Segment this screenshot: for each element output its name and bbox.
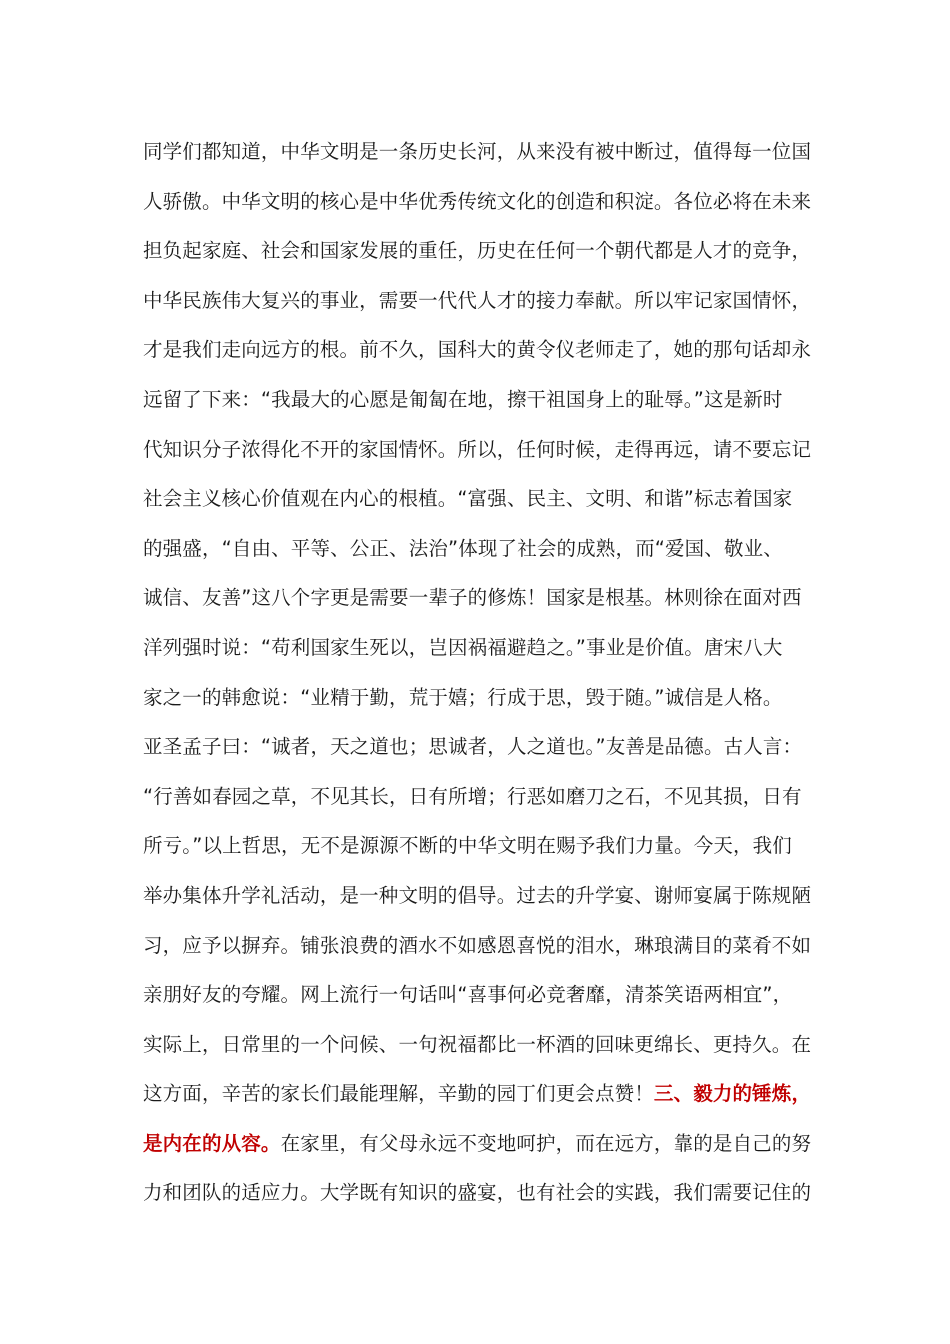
paragraph-text: 代知识分子浓得化不开的家国情怀。所以，任何时候，走得再远，请不要忘记 [143,437,812,461]
body-text [143,132,823,1223]
text-line [143,628,823,678]
paragraph-text: 举办集体升学礼活动，是一种文明的倡导。过去的升学宴、谢师宴属于陈规陋 [143,883,812,907]
paragraph-text: 家之一的韩愈说：“业精于勤，荒于嬉；行成于思，毁于随。”诚信是人格。 [143,685,783,709]
paragraph-text: 才是我们走向远方的根。前不久，国科大的黄令仪老师走了，她的那句话却永 [143,338,812,362]
text-line [143,132,823,182]
text-line [143,1025,823,1075]
paragraph-text: 亲朋好友的夸耀。网上流行一句话叫“喜事何必竞奢靡，清茶笑语两相宜”， [143,983,793,1007]
text-line [143,826,823,876]
paragraph-text: “行善如春园之草，不见其长，日有所增；行恶如磨刀之石，不见其损，日有 [143,784,802,808]
section-heading-text: 是内在的从容。 [143,1131,281,1155]
text-line [143,1074,823,1124]
text-line [143,876,823,926]
paragraph-text: 诚信、友善”这八个字更是需要一辈子的修炼！国家是根基。林则徐在面对西 [143,586,802,610]
paragraph-text: 力和团队的适应力。大学既有知识的盛宴，也有社会的实践，我们需要记住的 [143,1181,812,1205]
text-line [143,926,823,976]
text-line [143,1124,823,1174]
paragraph-text: 人骄傲。中华文明的核心是中华优秀传统文化的创造和积淀。各位必将在未来 [143,189,812,213]
text-line [143,578,823,628]
text-line [143,529,823,579]
paragraph-text: 所亏。”以上哲思，无不是源源不断的中华文明在赐予我们力量。今天，我们 [143,834,792,858]
paragraph-text: 远留了下来：“我最大的心愿是匍匐在地，擦干祖国身上的耻辱。”这是新时 [143,387,783,411]
text-line [143,727,823,777]
paragraph-text: 的强盛，“自由、平等、公正、法治”体现了社会的成熟，而“爱国、敬业、 [143,536,783,560]
text-line [143,330,823,380]
paragraph-text: 亚圣孟子曰：“诚者，天之道也；思诚者，人之道也。”友善是品德。古人言： [143,735,803,759]
text-line [143,678,823,728]
paragraph-text: 社会主义核心价值观在内心的根植。“富强、民主、文明、和谐”标志着国家 [143,487,793,511]
paragraph-text: 同学们都知道，中华文明是一条历史长河，从来没有被中断过，值得每一位国 [143,140,812,163]
text-line [143,430,823,480]
text-line [143,1173,823,1223]
paragraph-text: 洋列强时说：“苟利国家生死以，岂因祸福避趋之。”事业是价值。唐宋八大 [143,635,783,659]
text-line [143,281,823,331]
text-line [143,975,823,1025]
paragraph-text: 实际上，日常里的一个问候、一句祝福都比一杯酒的回味更绵长、更持久。在 [143,1032,812,1056]
paragraph-text: 在家里，有父母永远不变地呵护，而在远方，靠的是自己的努 [280,1131,812,1155]
text-line [143,182,823,232]
text-line [143,231,823,281]
text-line [143,777,823,827]
section-heading-text: 三、毅力的锤炼， [653,1082,812,1106]
text-line [143,479,823,529]
text-line [143,380,823,430]
paragraph-text: 担负起家庭、社会和国家发展的重任，历史在任何一个朝代都是人才的竞争， [143,239,812,263]
paragraph-text: 中华民族伟大复兴的事业，需要一代代人才的接力奉献。所以牢记家国情怀， [143,288,812,312]
paragraph-text: 这方面，辛苦的家长们最能理解，辛勤的园丁们更会点赞！ [143,1082,654,1106]
paragraph-text: 习，应予以摒弃。铺张浪费的酒水不如感恩喜悦的泪水，琳琅满目的菜肴不如 [143,933,812,957]
